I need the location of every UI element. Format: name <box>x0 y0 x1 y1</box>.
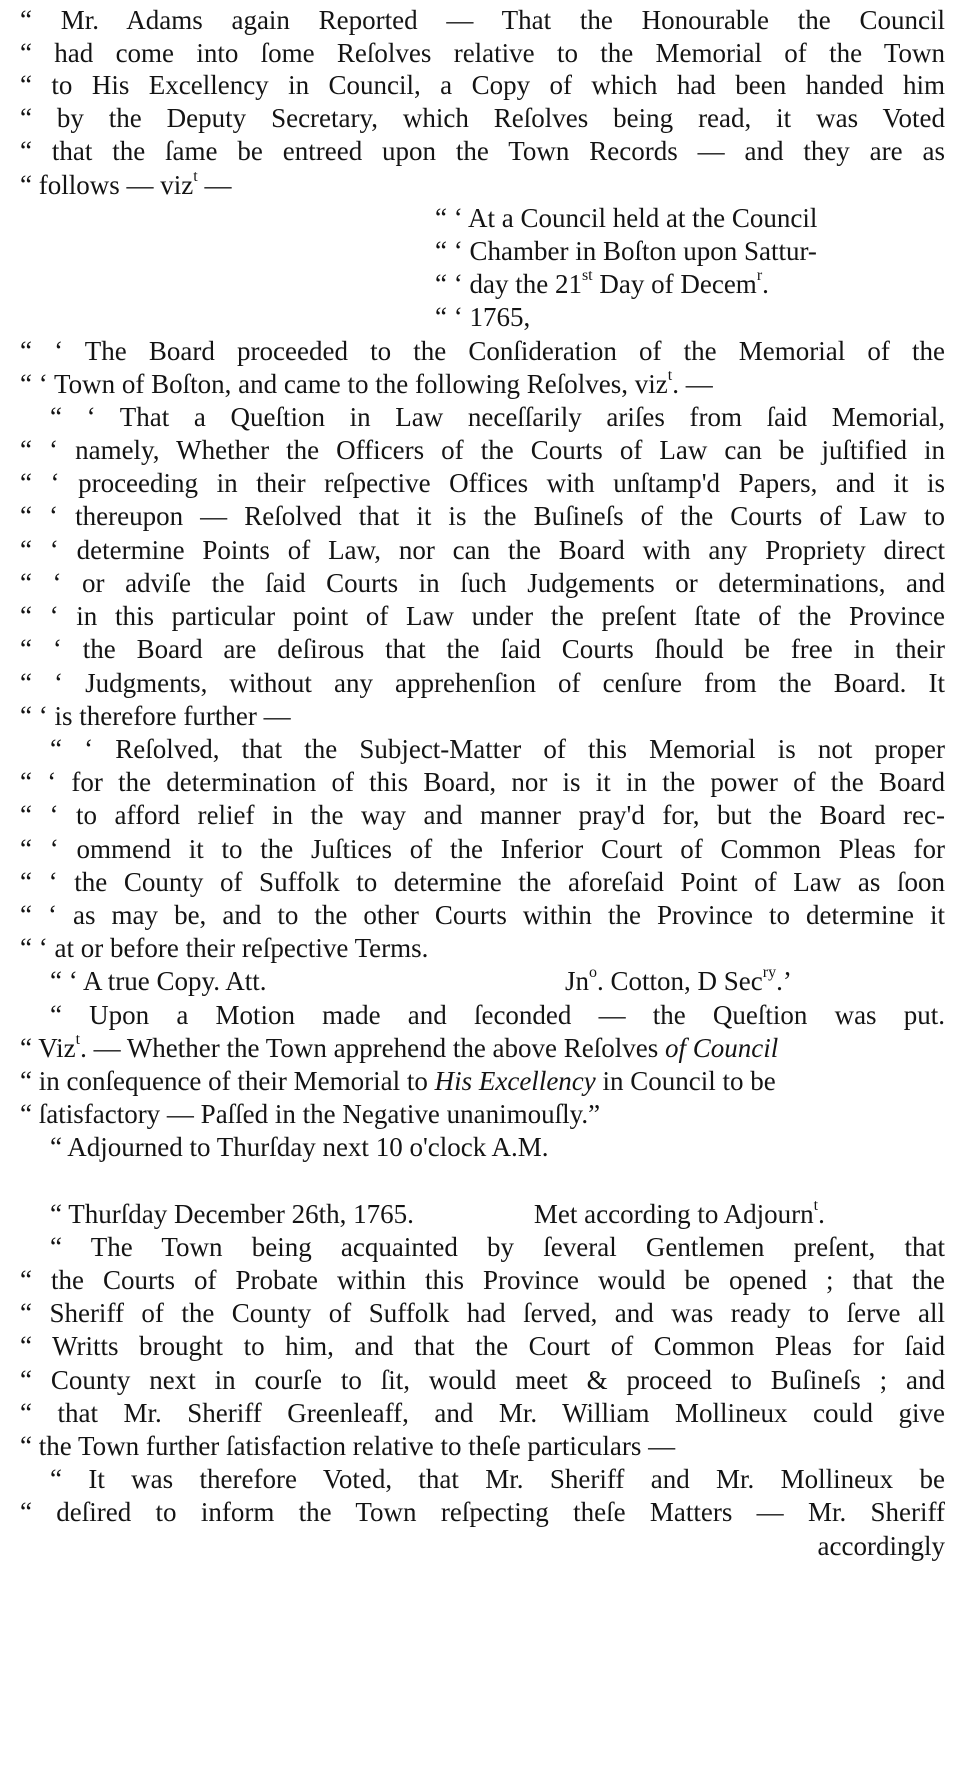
text-line: “ ‘ 1765, <box>435 302 531 332</box>
text-line: “ ‘ the Board are deſirous that the ſaid Courts ſhould be free in their <box>20 634 945 664</box>
text-line: “ ‘ proceeding in their reſpective Offices with unſtamp'd Papers, and it is <box>20 468 945 498</box>
text-line: “ ‘ That a Queſtion in Law neceſſarily ariſes from ſaid Memorial, <box>50 402 945 432</box>
text-line: “ Viz$^t$. — Whether the Town apprehend the above Reſolves of Council <box>20 1031 779 1063</box>
text-line: “ ‘ Town of Boſton, and came to the following Reſolves, viz$^t$. — <box>20 367 713 399</box>
text-line: “ follows — viz$^t$ — <box>20 168 232 200</box>
text-line: “ ‘ day the 21st Day of Decem$^r$. <box>435 267 769 299</box>
text-line: “ Mr. Adams again Reported — That the Honourable the Council <box>20 5 945 35</box>
text-line: “ Thurſday December 26th, 1765. Met according to Adjourn$^t$. <box>50 1197 825 1229</box>
text-line: “ had come into ſome Reſolves relative to the Memorial of the Town <box>20 38 945 68</box>
text-line: “ ‘ determine Points of Law, nor can the Board with any Propriety direct <box>20 535 945 565</box>
text-line: “ Sheriff of the County of Suffolk had ſerved, and was ready to ſerve all <box>20 1298 945 1328</box>
text-line: “ ‘ or adviſe the ſaid Courts in ſuch Judgements or determinations, and <box>20 568 945 598</box>
text-line: “ ‘ At a Council held at the Council <box>435 203 818 233</box>
text-line: “ ‘ The Board proceeded to the Conſideration of the Memorial of the <box>20 336 945 366</box>
text-line: “ ‘ ommend it to the Juſtices of the Inferior Court of Common Pleas for <box>20 834 945 864</box>
text-line: “ ‘ at or before their reſpective Terms. <box>20 933 429 963</box>
text-line: “ Upon a Motion made and ſeconded — the Queſtion was put. <box>50 1000 945 1030</box>
text-line: “ Writts brought to him, and that the Court of Common Pleas for ſaid <box>20 1331 945 1361</box>
text-line: “ ‘ as may be, and to the other Courts within the Province to determine it <box>20 900 945 930</box>
text-line: “ ‘ Reſolved, that the Subject-Matter of this Memorial is not proper <box>50 734 945 764</box>
text-line: “ ‘ A true Copy. Att. <box>50 966 267 996</box>
signature-line: Jn$^o$. Cotton, D Sec$^{ry}$.’ <box>565 964 792 996</box>
text-line: “ ‘ is therefore further — <box>20 701 291 731</box>
text-line: “ ‘ to afford relief in the way and manner pray'd for, but the Board rec- <box>20 800 945 830</box>
text-line: “ in conſequence of their Memorial to His Excellency in Council to be <box>20 1066 776 1096</box>
text-line: “ ‘ Chamber in Boſton upon Sattur- <box>435 236 817 266</box>
text-line: “ ‘ Judgments, without any apprehenſion of cenſure from the Board. It <box>20 668 945 698</box>
text-line: “ County next in courſe to ſit, would meet & proceed to Buſineſs ; and <box>20 1365 945 1395</box>
text-line: “ that the ſame be entreed upon the Town Records — and they are as <box>20 136 945 166</box>
text-line: “ ‘ for the determination of this Board, nor is it in the power of the Board <box>20 767 945 797</box>
text-line: “ ‘ namely, Whether the Officers of the Courts of Law can be juſtified in <box>20 435 945 465</box>
text-line: “ ‘ thereupon — Reſolved that it is the Buſineſs of the Courts of Law to <box>20 501 945 531</box>
text-line: “ It was therefore Voted, that Mr. Sheriff and Mr. Mollineux be <box>50 1464 945 1494</box>
text-line: “ the Town further ſatisfaction relative to theſe particulars — <box>20 1431 676 1461</box>
text-line: “ that Mr. Sheriff Greenleaff, and Mr. William Mollineux could give <box>20 1398 945 1428</box>
text-line: “ The Town being acquainted by ſeveral Gentlemen preſent, that <box>50 1232 945 1262</box>
text-line: “ ſatisfactory — Paſſed in the Negative unanimouſly.” <box>20 1099 601 1129</box>
text-line: “ the Courts of Probate within this Province would be opened ; that the <box>20 1265 945 1295</box>
text-line: “ deſired to inform the Town reſpecting theſe Matters — Mr. Sheriff <box>20 1497 945 1527</box>
text-line: “ ‘ the County of Suffolk to determine the aforeſaid Point of Law as ſoon <box>20 867 945 897</box>
catchword: accordingly <box>817 1531 945 1561</box>
text-line: “ to His Excellency in Council, a Copy of which had been handed him <box>20 70 945 100</box>
text-line: “ ‘ in this particular point of Law under the preſent ſtate of the Province <box>20 601 945 631</box>
text-line: “ Adjourned to Thurſday next 10 o'clock A.M. <box>50 1132 549 1162</box>
text-line: “ by the Deputy Secretary, which Reſolves being read, it was Voted <box>20 103 945 133</box>
